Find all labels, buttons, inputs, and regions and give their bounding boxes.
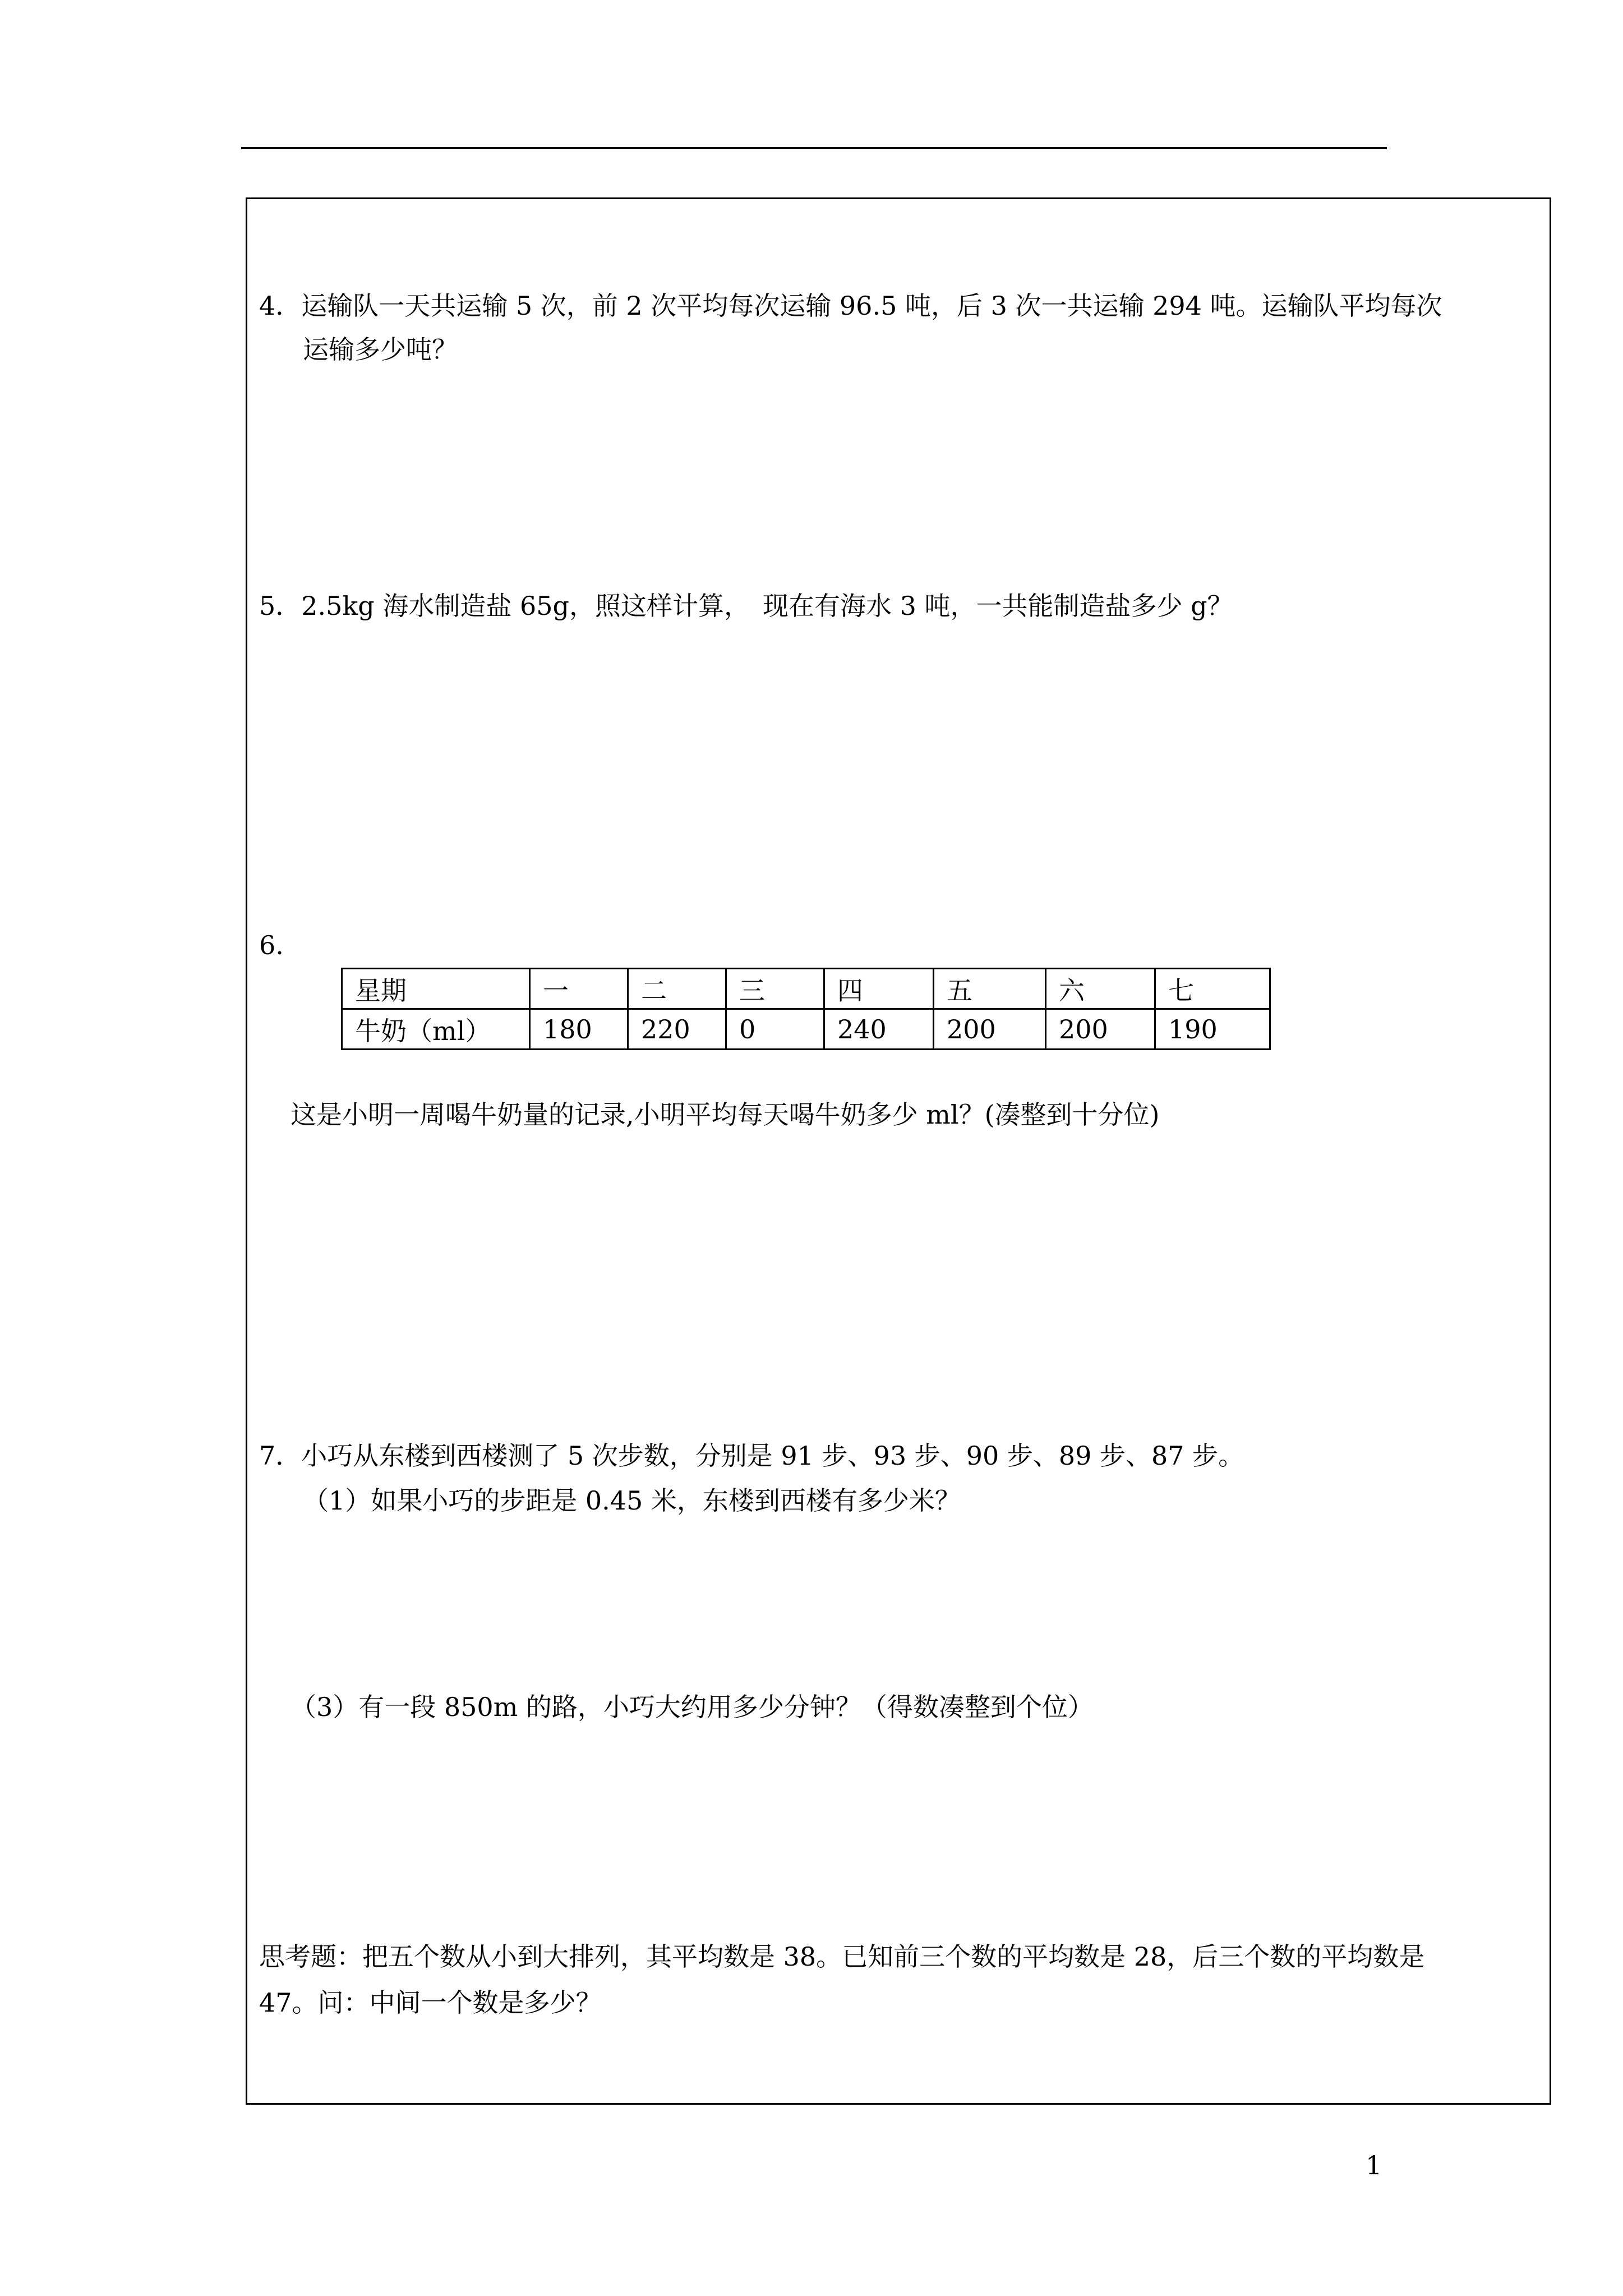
table-cell: 四 [824, 969, 934, 1009]
question-7-sub-3: （3）有一段 850m 的路，小巧大约用多少分钟？（得数凑整到个位） [291, 1692, 1094, 1722]
table-cell: 三 [726, 969, 824, 1009]
table-row-weekday [342, 969, 1270, 1009]
content-frame [246, 197, 1551, 2105]
page-number: 1 [1366, 2150, 1382, 2180]
table-cell: 六 [1046, 969, 1155, 1009]
thinking-question-line-2: 47。问：中间一个数是多少？ [259, 1987, 602, 2018]
table-cell: 一 [530, 969, 628, 1009]
question-4-line-2: 运输多少吨？ [303, 334, 458, 365]
header-rule [241, 147, 1387, 149]
table-cell: 0 [726, 1009, 824, 1050]
question-6-text: 这是小明一周喝牛奶量的记录,小明平均每天喝牛奶多少 ml？(凑整到十分位) [291, 1099, 1160, 1130]
table-cell: 180 [530, 1009, 628, 1050]
question-5-line-1: 5．2.5kg 海水制造盐 65g，照这样计算， 现在有海水 3 吨，一共能制造盐多少 g？ [259, 591, 1233, 621]
table-cell: 二 [628, 969, 726, 1009]
milk-record-table [341, 968, 1271, 1050]
thinking-question-line-1: 思考题：把五个数从小到大排列，其平均数是 38。已知前三个数的平均数是 28，后三个数的平均数是 [259, 1941, 1425, 1972]
table-cell: 星期 [342, 969, 530, 1009]
table-cell: 牛奶（ml） [342, 1009, 530, 1050]
question-4-line-1: 4．运输队一天共运输 5 次，前 2 次平均每次运输 96.5 吨，后 3 次一共运输 294 吨。运输队平均每次 [259, 291, 1442, 321]
table-cell: 220 [628, 1009, 726, 1050]
table-cell: 190 [1155, 1009, 1270, 1050]
question-6-number: 6. [259, 930, 284, 960]
table-cell: 200 [1046, 1009, 1155, 1050]
table-cell: 七 [1155, 969, 1270, 1009]
question-7-sub-1: （1）如果小巧的步距是 0.45 米，东楼到西楼有多少米？ [303, 1485, 961, 1516]
table-cell: 200 [934, 1009, 1046, 1050]
question-7-line-1: 7．小巧从东楼到西楼测了 5 次步数，分别是 91 步、93 步、90 步、89 步、87 步。 [259, 1441, 1244, 1471]
table-row-milk [342, 1009, 1270, 1050]
table-cell: 五 [934, 969, 1046, 1009]
table-cell: 240 [824, 1009, 934, 1050]
